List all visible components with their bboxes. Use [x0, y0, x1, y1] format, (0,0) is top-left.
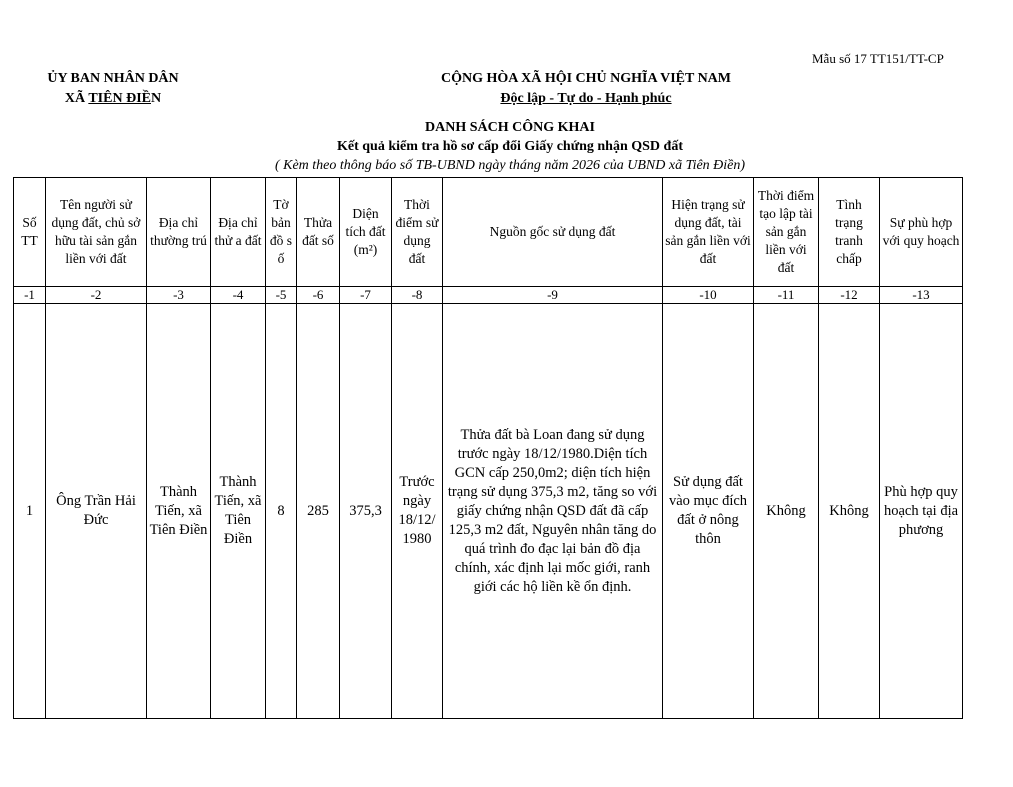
column-number: -3 [147, 287, 211, 304]
column-header: Số TT [14, 178, 46, 287]
cell-owner: Ông Trần Hải Đức [46, 304, 147, 719]
cell-land-address: Thành Tiến, xã Tiên Điền [211, 304, 266, 719]
column-header: Tình trạng tranh chấp [819, 178, 880, 287]
cell-origin: Thửa đất bà Loan đang sử dụng trước ngày 18/12/1980.Diện tích GCN cấp 250,0m2; diện tích hiện trạng sử dụng 375,3 m2, tăng so với giấy chứng nhận QSD đất đã cấp 125,3 m2 đất, Nguyên nhân tăng do quá trình đo đạc lại bản đồ địa chính, xác định lại mốc giới, ranh giới các hộ liền kề ổn định. [443, 304, 663, 719]
agency-line2 [34, 89, 192, 109]
column-header: Thời điểm sử dụng đất [392, 178, 443, 287]
nation-name: CỘNG HÒA XÃ HỘI CHỦ NGHĨA VIỆT NAM [440, 71, 731, 86]
column-header: Nguồn gốc sử dụng đất [443, 178, 663, 287]
column-number: -12 [819, 287, 880, 304]
cell-current-status: Sử dụng đất vào mục đích đất ở nông thôn [663, 304, 754, 719]
column-header: Diện tích đất (m²) [340, 178, 392, 287]
nation-motto-text: Độc lập - Tự do - Hạnh phúc [500, 91, 672, 106]
agency-line2-underlined: TIÊN ĐIỀ [88, 91, 151, 106]
cell-residence: Thành Tiến, xã Tiên Điền [147, 304, 211, 719]
column-header: Thời điểm tạo lập tài sản gắn liền với đất [754, 178, 819, 287]
nation-header [418, 69, 754, 109]
column-header: Tên người sử dụng đất, chủ sở hữu tài sản gắn liền với đất [46, 178, 147, 287]
column-number: -13 [880, 287, 963, 304]
cell-map-sheet: 8 [266, 304, 297, 719]
table-header-row [14, 178, 963, 287]
column-number: -1 [14, 287, 46, 304]
cell-dispute: Không [819, 304, 880, 719]
document-title: DANH SÁCH CÔNG KHAI [425, 120, 595, 135]
column-number: -10 [663, 287, 754, 304]
agency-header [34, 69, 192, 109]
column-header: Địa chỉ thường trú [147, 178, 211, 287]
agency-line2-prefix: XÃ [64, 91, 89, 106]
form-number: Mẫu số 17 TT151/TT-CP [812, 51, 944, 66]
cell-area: 375,3 [340, 304, 392, 719]
cell-stt: 1 [14, 304, 46, 719]
document-note: ( Kèm theo thông báo số TB-UBND ngày tháng năm 2026 của UBND xã Tiên Điền) [274, 158, 746, 173]
table-row [14, 304, 963, 719]
column-number: -9 [443, 287, 663, 304]
cell-use-time: Trước ngày 18/12/ 1980 [392, 304, 443, 719]
nation-motto [418, 89, 754, 109]
column-header: Thửa đất số [297, 178, 340, 287]
column-header: Sự phù hợp với quy hoạch [880, 178, 963, 287]
column-number: -4 [211, 287, 266, 304]
column-number: -8 [392, 287, 443, 304]
agency-line2-suffix: N [150, 91, 162, 106]
column-number: -7 [340, 287, 392, 304]
column-number: -2 [46, 287, 147, 304]
column-header: Tờ bản đồ s ố [266, 178, 297, 287]
cell-asset-time: Không [754, 304, 819, 719]
agency-line1: ỦY BAN NHÂN DÂN [47, 71, 179, 86]
column-number-row [14, 287, 963, 304]
column-number: -11 [754, 287, 819, 304]
document-titles [240, 118, 780, 175]
column-header: Hiện trạng sử dụng đất, tài sản gắn liền với đất [663, 178, 754, 287]
cell-planning: Phù hợp quy hoạch tại địa phương [880, 304, 963, 719]
column-header: Địa chỉ thử a đất [211, 178, 266, 287]
column-number: -6 [297, 287, 340, 304]
cell-parcel: 285 [297, 304, 340, 719]
column-number: -5 [266, 287, 297, 304]
land-list-table [13, 177, 963, 719]
document-subtitle: Kết quả kiểm tra hồ sơ cấp đổi Giấy chứng nhận QSD đất [337, 139, 683, 154]
